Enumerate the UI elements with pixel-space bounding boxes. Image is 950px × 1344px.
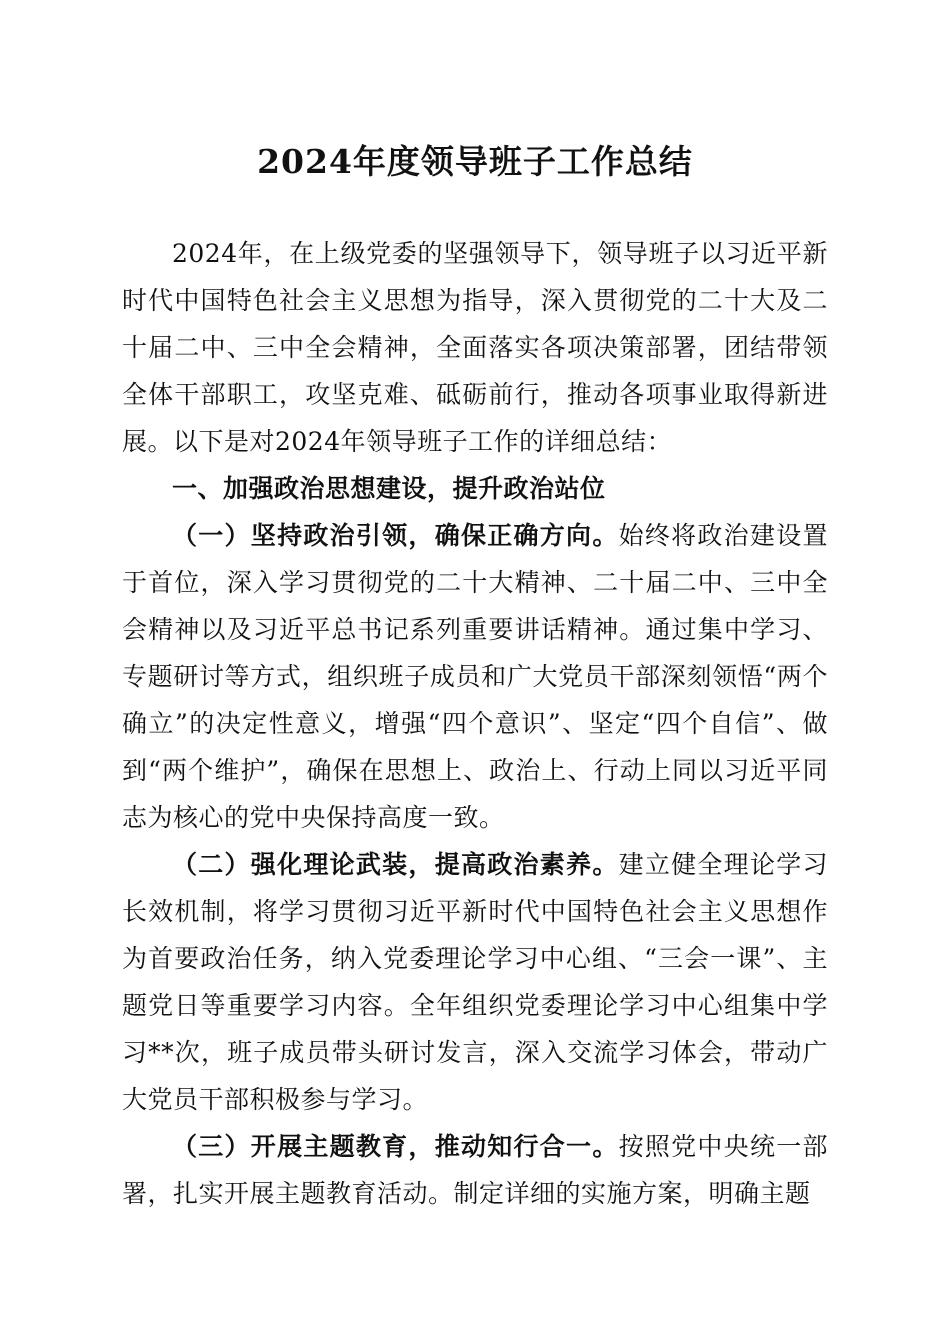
intro-paragraph: 2024年，在上级党委的坚强领导下，领导班子以习近平新时代中国特色社会主义思想为指导，深入贯彻党的二十大及二十届二中、三中全会精神，全面落实各项决策部署，团结带领全体干部职工，攻坚克难、砥砺前行，推动各项事业取得新进展。以下是对2024年领导班子工作的详细总结：: [122, 239, 828, 456]
paragraph-item-1: [122, 512, 828, 841]
paragraph-item-3: [122, 1123, 828, 1217]
paragraph-text: 建立健全理论学习长效机制，将学习贯彻习近平新时代中国特色社会主义思想作为首要政治任务，纳入党委理论学习中心组、“三会一课”、主题党日等重要学习内容。全年组织党委理论学习中心组集中学习**次，班子成员带头研讨发言，深入交流学习体会，带动广大党员干部积极参与学习。: [122, 850, 828, 1114]
paragraph-lead: （三）开展主题教育，推动知行合一。: [172, 1132, 619, 1161]
document-title: 2024年度领导班子工作总结: [257, 142, 693, 181]
document-body: [122, 230, 828, 1217]
paragraph-text: 按照党中央统一部署，扎实开展主题教育活动。制定详细的实施方案，明确主题: [122, 1132, 828, 1208]
section-heading: 一、加强政治思想建设，提升政治站位: [172, 474, 606, 503]
paragraph-lead: （一）坚持政治引领，确保正确方向。: [172, 521, 619, 550]
paragraph-lead: （二）强化理论武装，提高政治素养。: [172, 850, 619, 879]
paragraph-item-2: [122, 841, 828, 1123]
paragraph-text: 始终将政治建设置于首位，深入学习贯彻党的二十大精神、二十届二中、三中全会精神以及习近平总书记系列重要讲话精神。通过集中学习、专题研讨等方式，组织班子成员和广大党员干部深刻领悟“两个确立”的决定性意义，增强“四个意识”、坚定“四个自信”、做到“两个维护”，确保在思想上、政治上、行动上同以习近平同志为核心的党中央保持高度一致。: [122, 521, 828, 832]
